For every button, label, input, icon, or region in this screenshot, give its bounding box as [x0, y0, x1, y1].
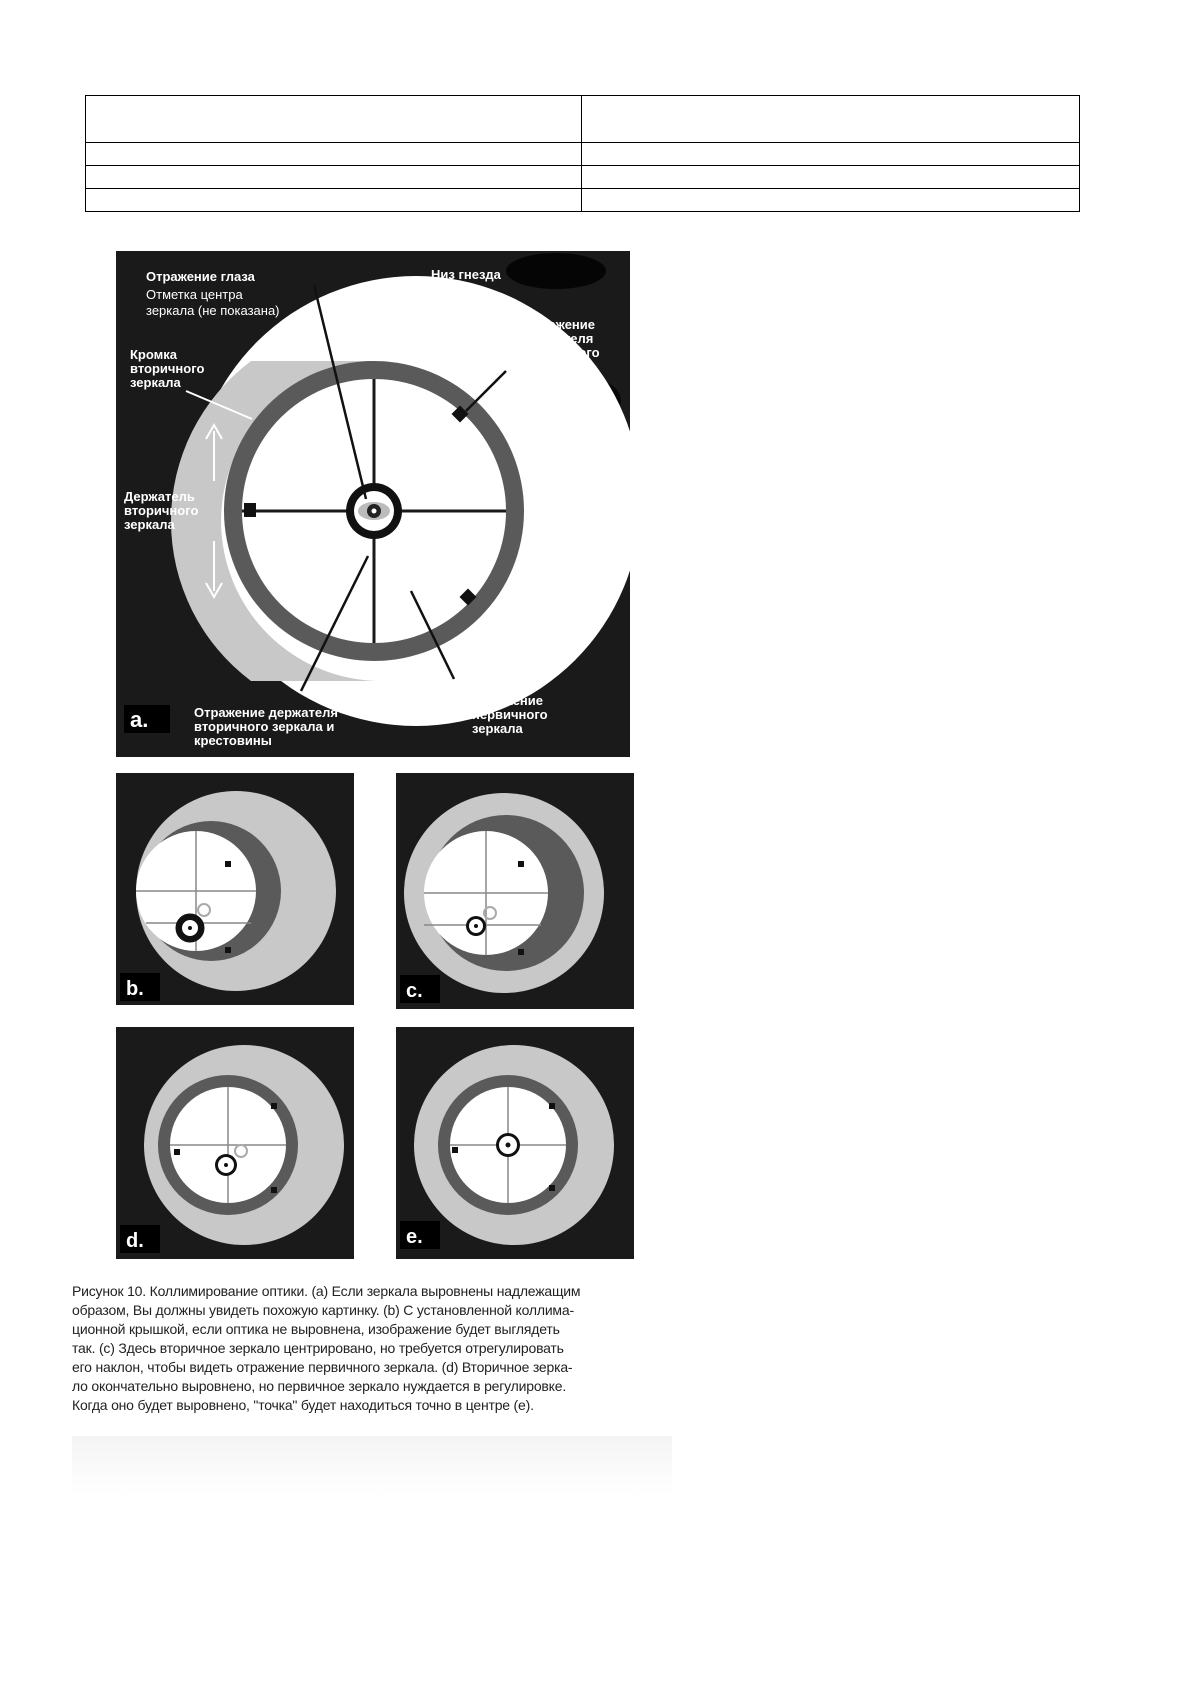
panel-label-d: d.: [126, 1230, 144, 1252]
caption-line: ло окончательно выровнено, но первичное зеркало нуждается в регулировке.: [72, 1378, 567, 1394]
panel-label-c: c.: [406, 980, 423, 1002]
label-secondary-edge-1: Кромка: [130, 347, 177, 362]
label-spider-reflection-2: вторичного зеркала и: [194, 719, 335, 734]
label-primary-reflection-2: первичного: [472, 707, 548, 722]
figure-b: [116, 773, 354, 1005]
label-secondary-edge-3: зеркала: [130, 375, 181, 390]
figure-d-diagram: [116, 1027, 354, 1259]
figure-caption: [72, 1282, 682, 1415]
panel-label-b: b.: [126, 978, 144, 1000]
caption-line: его наклон, чтобы видеть отражение первичного зеркала. (d) Вторичное зерка-: [72, 1359, 573, 1375]
scan-shadow: [72, 1436, 672, 1496]
label-secondary-holder-1: Держатель: [124, 489, 195, 504]
figure-a: [116, 251, 630, 757]
panel-label-e: e.: [406, 1226, 423, 1248]
label-center-mark-1: Отметка центра: [146, 287, 243, 302]
label-secondary-holder-2: вторичного: [124, 503, 199, 518]
label-secondary-holder-3: зеркала: [124, 517, 175, 532]
label-eyepiece-bottom-2: окуляра: [431, 283, 484, 298]
figure-a-diagram: [116, 251, 630, 757]
label-center-mark-2: зеркала (не показана): [146, 303, 280, 318]
label-primary-holder-3: первичного: [524, 345, 600, 360]
label-eyepiece-bottom-1: Низ гнезда: [431, 267, 501, 282]
caption-line: образом, Вы должны увидеть похожую картинку. (b) С установленной коллима-: [72, 1302, 574, 1318]
panel-label-a: a.: [130, 707, 149, 732]
label-primary-reflection-3: зеркала: [472, 721, 523, 736]
figure-c: [396, 773, 634, 1009]
figure-e-diagram: [396, 1027, 634, 1259]
caption-line: Рисунок 10. Коллимирование оптики. (а) Если зеркала выровнены надлежащим: [72, 1283, 581, 1299]
figure-d: [116, 1027, 354, 1259]
caption-line: так. (с) Здесь вторичное зеркало центрировано, но требуется отрегулировать: [72, 1340, 564, 1356]
label-primary-reflection-1: Отражение: [472, 693, 543, 708]
label-primary-holder-2: держателя: [524, 331, 594, 346]
label-secondary-edge-2: вторичного: [130, 361, 205, 376]
label-eye-reflection: Отражение глаза: [146, 269, 255, 284]
label-primary-holder-1: Отражение: [524, 317, 595, 332]
caption-line: Когда оно будет выровнено, "точка" будет находиться точно в центре (е).: [72, 1397, 534, 1413]
label-spider-reflection-3: крестовины: [194, 733, 272, 748]
figure-e: [396, 1027, 634, 1259]
label-primary-holder-4: зеркала: [524, 359, 575, 374]
table-row: [86, 143, 1080, 166]
table-row: [86, 189, 1080, 212]
caption-line: ционной крышкой, если оптика не выровнена, изображение будет выглядеть: [72, 1321, 560, 1337]
table-row: [86, 166, 1080, 189]
figure-b-diagram: [116, 773, 354, 1005]
top-table: [85, 95, 1080, 212]
table-row: [86, 96, 1080, 143]
label-spider-reflection-1: Отражение держателя: [194, 705, 338, 720]
figure-c-diagram: [396, 773, 634, 1009]
